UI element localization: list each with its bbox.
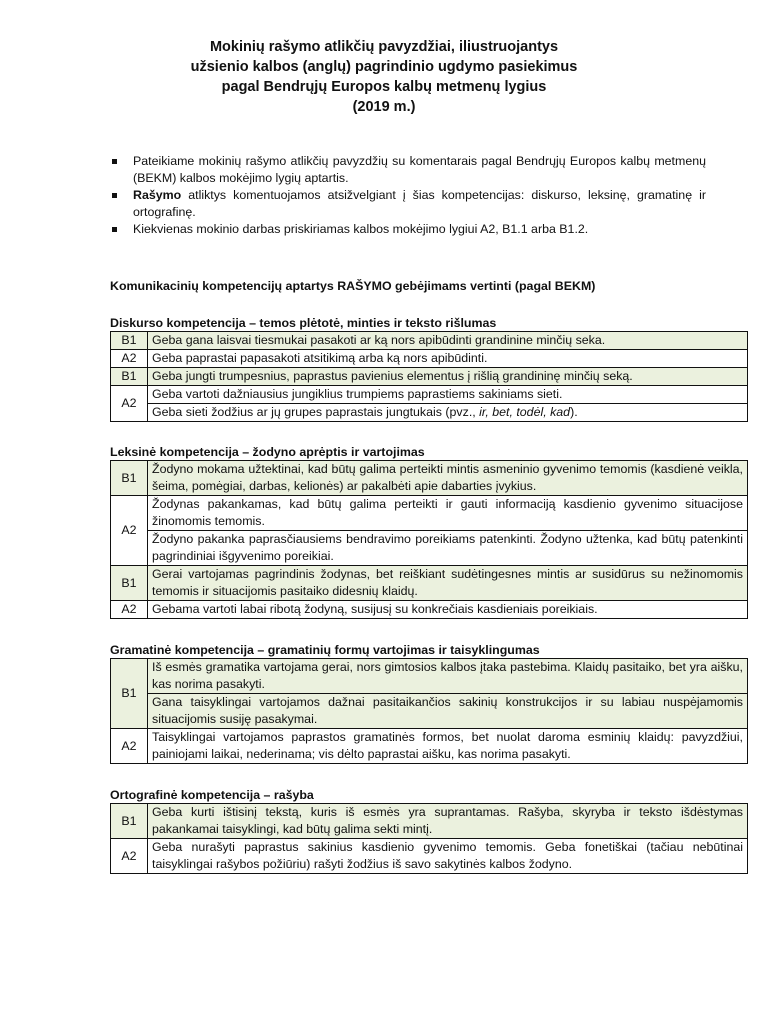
discourse-title: Diskurso kompetencija – temos plėtotė, minties ir teksto rišlumas	[110, 316, 497, 330]
description-cell: Geba nurašyti paprastus sakinius kasdienio gyvenimo temomis. Geba fonetiškai (tačiau nebūtinai taisyklingai rašybos požiūriu) rašyti žodžius iš savo sakytinės kalbos žodyno.	[148, 839, 748, 874]
table-row	[111, 332, 748, 350]
grammar-title: Gramatinė kompetencija – gramatinių formų vartojimas ir taisyklingumas	[110, 643, 540, 657]
table-row	[111, 368, 748, 386]
table-row	[111, 566, 748, 601]
description-cell: Geba vartoti dažniausius jungiklius trumpiems paprastiems sakiniams sieti.	[148, 386, 748, 404]
level-cell: A2	[111, 496, 148, 566]
description-cell: Žodyno pakanka paprasčiausiems bendravimo poreikiams patenkinti. Žodyno užtenka, kad būtų patenkinti pagrindiniai išgyvenimo poreikiai.	[148, 531, 748, 566]
discourse-table	[110, 331, 748, 422]
description-cell: Gebama vartoti labai ribotą žodyną, susijusį su konkrečiais kasdieniais poreikiais.	[148, 601, 748, 619]
level-cell: A2	[111, 729, 148, 764]
level-cell: B1	[111, 804, 148, 839]
level-cell: B1	[111, 566, 148, 601]
title-line: užsienio kalbos (anglų) pagrindinio ugdymo pasiekimus	[190, 59, 578, 75]
orthography-title: Ortografinė kompetencija – rašyba	[110, 788, 314, 802]
description-cell: Gerai vartojamas pagrindinis žodynas, bet reiškiant sudėtingesnes mintis ar susidūrus su nežinomomis temomis ir situacijomis pasitaiko didesnių klaidų.	[148, 566, 748, 601]
lexical-title: Leksinė kompetencija – žodyno aprėptis ir vartojimas	[110, 445, 425, 459]
table-row	[111, 804, 748, 839]
table-row	[111, 659, 748, 694]
description-cell: Geba sieti žodžius ar jų grupes paprastais jungtukais (pvz., ir, bet, todėl, kad).	[148, 404, 748, 422]
grammar-table	[110, 658, 748, 764]
table-row	[111, 694, 748, 729]
description-cell: Žodyno mokama užtektinai, kad būtų galima perteikti mintis asmeninio gyvenimo temomis (kasdienė veikla, šeima, pomėgiai, darbas, kelionės) ar pakalbėti apie dabarties įvykius.	[148, 461, 748, 496]
description-cell: Geba gana laisvai tiesmukai pasakoti ar ką nors apibūdinti grandinine minčių seka.	[148, 332, 748, 350]
document-title	[0, 37, 768, 117]
section-heading: Komunikacinių kompetencijų aptartys RAŠYMO gebėjimams vertinti (pagal BEKM)	[110, 279, 596, 293]
bullet-item: Pateikiame mokinių rašymo atlikčių pavyzdžių su komentarais pagal Bendrųjų Europos kalbų metmenų (BEKM) kalbos mokėjimo lygių aptartis.	[110, 153, 706, 187]
level-cell: A2	[111, 386, 148, 422]
level-cell: B1	[111, 659, 148, 729]
level-cell: B1	[111, 332, 148, 350]
title-line: pagal Bendrųjų Europos kalbų metmenų lygius	[221, 79, 547, 95]
level-cell: B1	[111, 368, 148, 386]
description-cell: Geba jungti trumpesnius, paprastus pavienius elementus į rišlią grandininę minčių seką.	[148, 368, 748, 386]
table-row	[111, 350, 748, 368]
table-row	[111, 601, 748, 619]
bold-term: Rašymo	[133, 188, 182, 202]
table-row	[111, 404, 748, 422]
table-row	[111, 496, 748, 531]
description-cell: Geba kurti ištisinį tekstą, kuris iš esmės yra suprantamas. Rašyba, skyryba ir teksto išdėstymas pakankamai taisyklingi, kad būtų galima sekti mintį.	[148, 804, 748, 839]
intro-bullet-list	[110, 153, 706, 238]
description-cell: Žodynas pakankamas, kad būtų galima perteikti ir gauti informaciją kasdienio gyvenimo situacijose žinomomis temomis.	[148, 496, 748, 531]
title-line: (2019 m.)	[352, 99, 416, 115]
description-cell: Iš esmės gramatika vartojama gerai, nors gimtosios kalbos įtaka pastebima. Klaidų pasitaiko, bet yra aišku, kas norima pasakyti.	[148, 659, 748, 694]
table-row	[111, 386, 748, 404]
table-row	[111, 531, 748, 566]
description-cell: Geba paprastai papasakoti atsitikimą arba ką nors apibūdinti.	[148, 350, 748, 368]
orthography-table	[110, 803, 748, 874]
table-row	[111, 461, 748, 496]
level-cell: A2	[111, 350, 148, 368]
table-row	[111, 729, 748, 764]
bullet-item: Kiekvienas mokinio darbas priskiriamas kalbos mokėjimo lygiui A2, B1.1 arba B1.2.	[110, 221, 706, 238]
table-row	[111, 839, 748, 874]
description-cell: Gana taisyklingai vartojamos dažnai pasitaikančios sakinių konstrukcijos ir su labiau nuspėjamomis situacijomis susiję pasakymai.	[148, 694, 748, 729]
level-cell: A2	[111, 601, 148, 619]
description-cell: Taisyklingai vartojamos paprastos gramatinės formos, bet nuolat daroma esminių klaidų: pavyzdžiui, painiojami laikai, nederinama; vis dėlto paprastai aišku, kas norima pasakyti.	[148, 729, 748, 764]
lexical-table	[110, 460, 748, 619]
level-cell: A2	[111, 839, 148, 874]
title-line: Mokinių rašymo atlikčių pavyzdžiai, iliustruojantys	[209, 39, 559, 55]
bullet-item: Rašymo atliktys komentuojamos atsižvelgiant į šias kompetencijas: diskurso, leksinę, gramatinę ir ortografinę.	[110, 187, 706, 221]
level-cell: B1	[111, 461, 148, 496]
